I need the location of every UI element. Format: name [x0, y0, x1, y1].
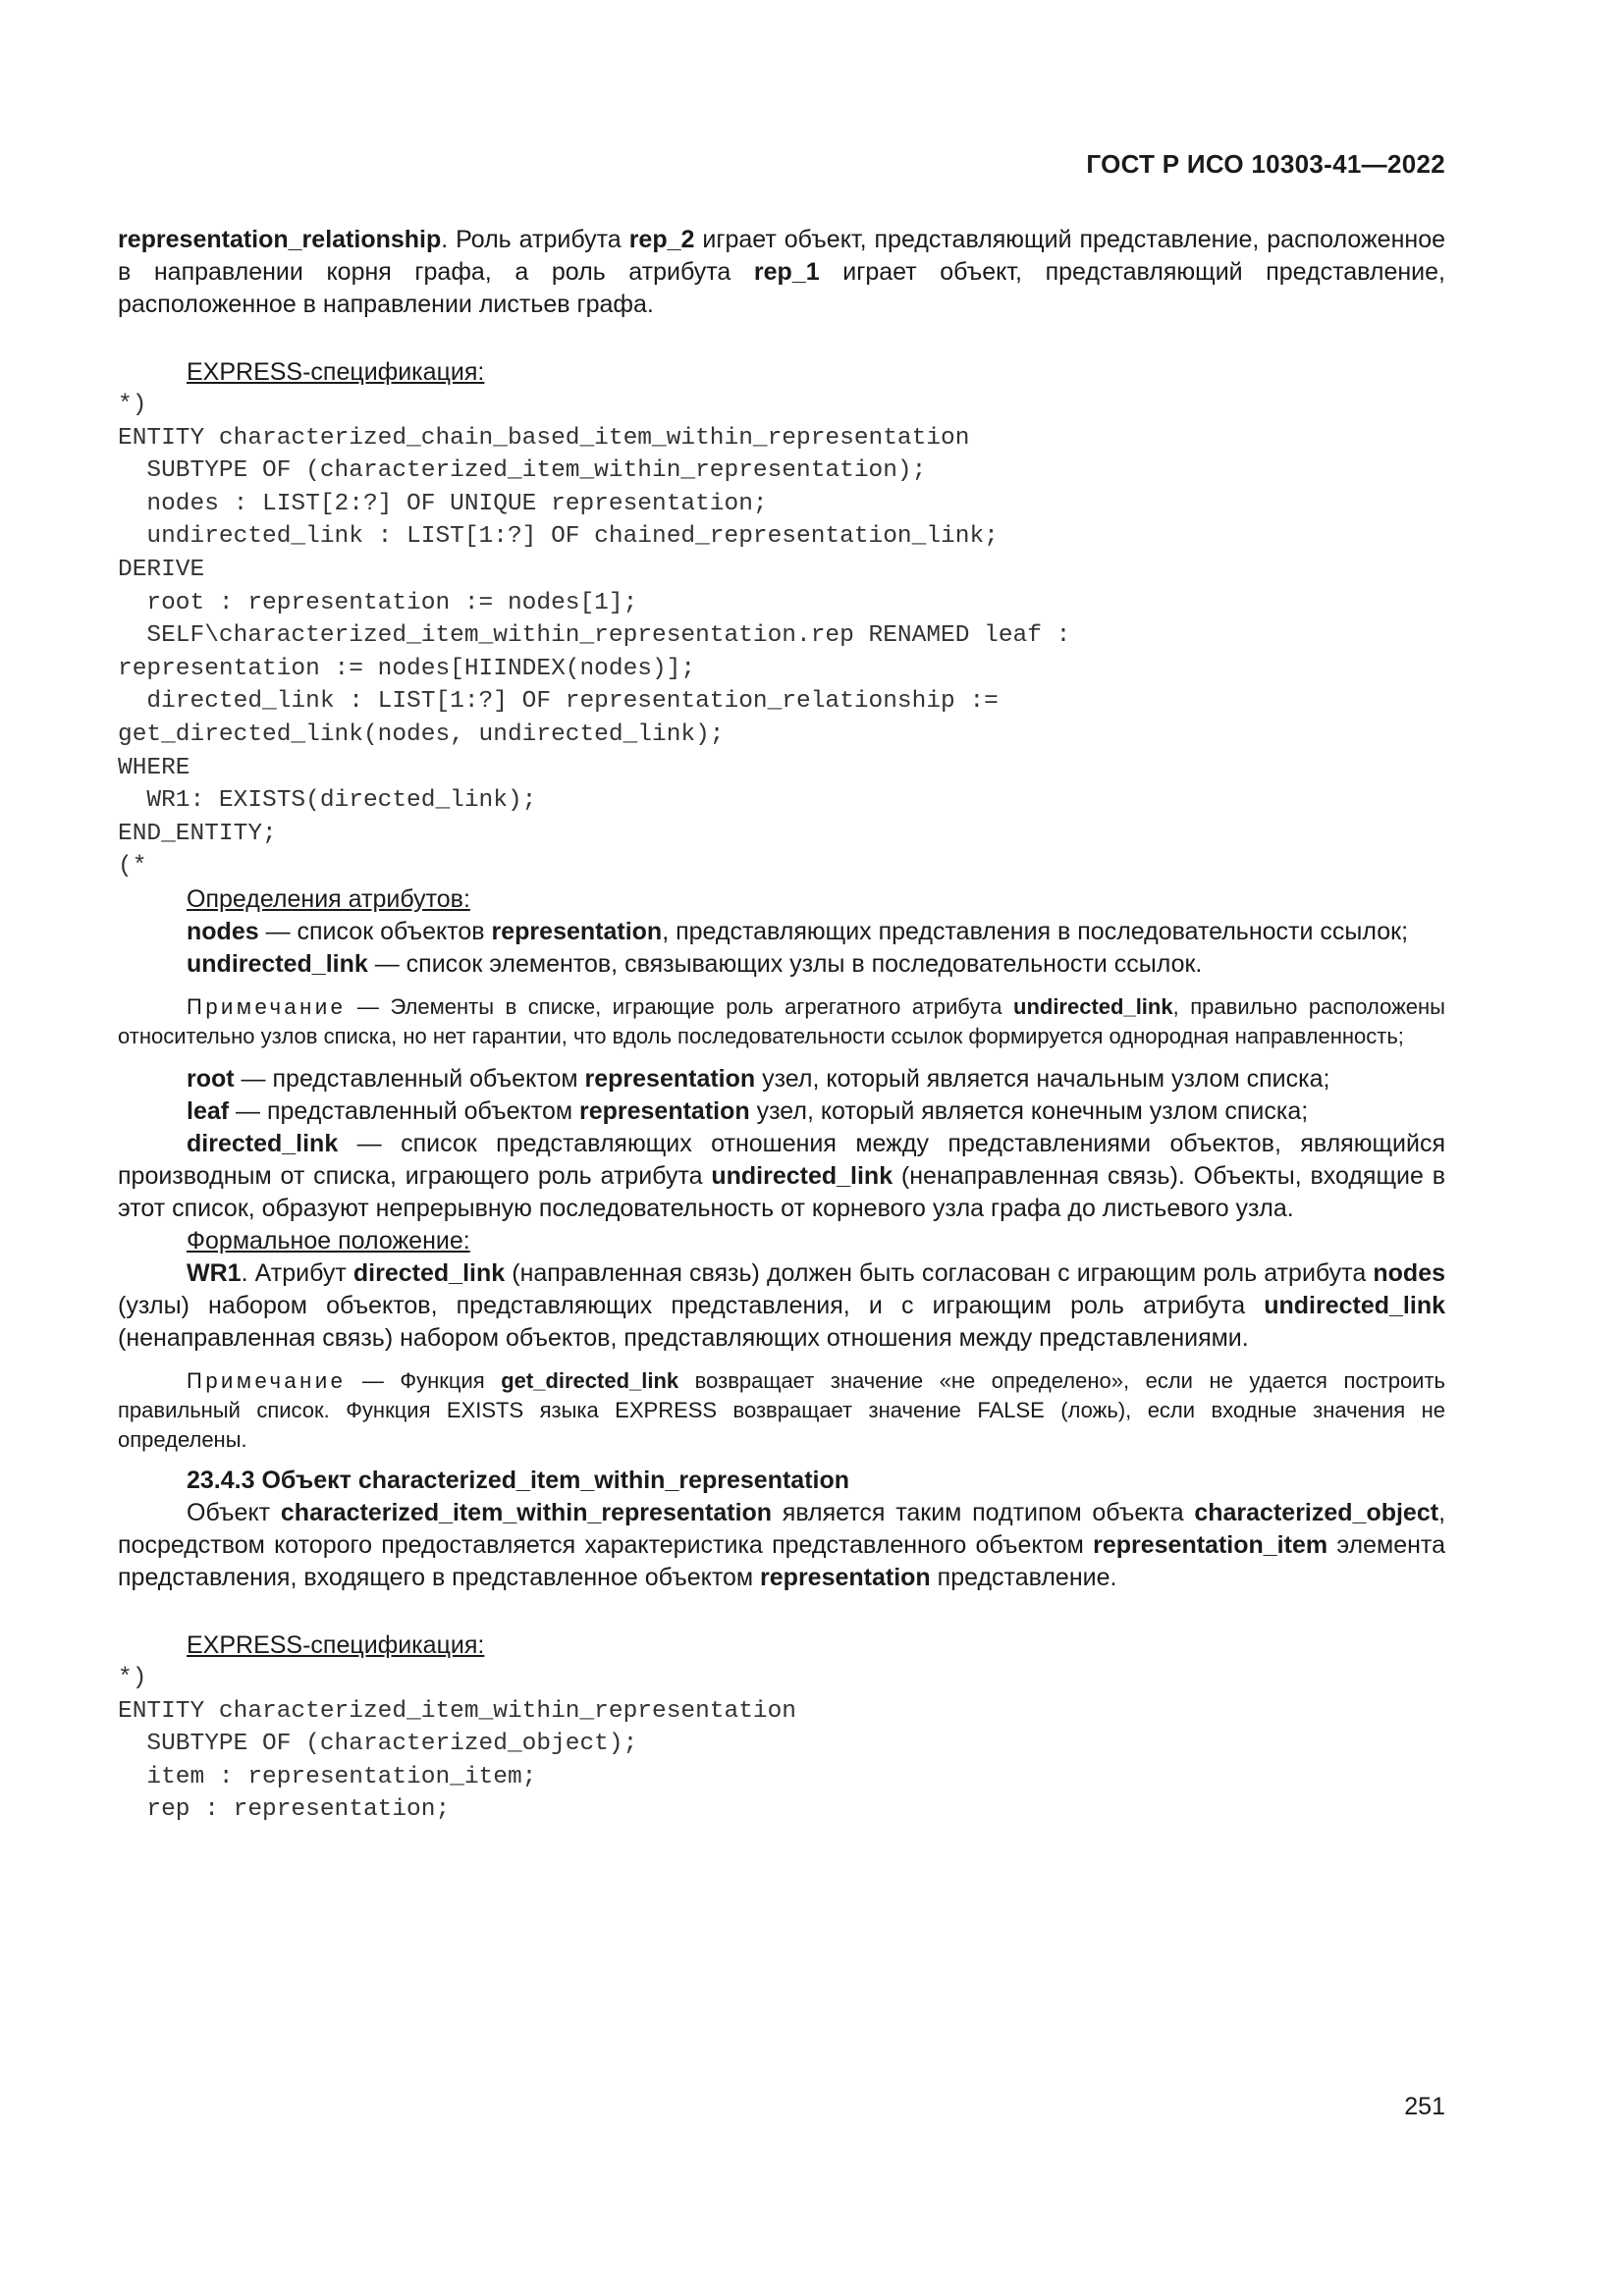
- wr1-rule: WR1. Атрибут directed_link (направленная связь) должен быть согласован с играющим роль атрибута nodes (узлы) набором объектов, представляющих представления, и с играющим роль атрибута undirected_link (ненаправленная связь) набором объектов, представляющих отношения между представлениями.: [118, 1258, 1445, 1352]
- express-code-block-2: *) ENTITY characterized_item_within_representation SUBTYPE OF (characterized_object); item : representation_item; rep : representation;: [118, 1664, 797, 1824]
- note-2: Примечание — Функция get_directed_link возвращает значение «не определено», если не удается построить правильный список. Функция EXISTS языка EXPRESS возвращает значение FALSE (ложь), если входные значения не определены.: [118, 1367, 1446, 1452]
- formal-proposition-label: Формальное положение:: [187, 1226, 470, 1255]
- document-id-header: ГОСТ Р ИСО 10303-41—2022: [1086, 149, 1445, 179]
- root-definition: root — представленный объектом representation узел, который является начальным узлом списка;: [187, 1064, 1330, 1093]
- nodes-definition: nodes — список объектов representation, представляющих представления в последовательности ссылок;: [187, 917, 1409, 945]
- express-spec-label-2: EXPRESS-спецификация:: [187, 1630, 485, 1659]
- attribute-definitions-label: Определения атрибутов:: [187, 884, 470, 913]
- express-spec-label: EXPRESS-спецификация:: [187, 358, 485, 386]
- body-text: [118, 224, 1445, 1827]
- directed-link-definition: directed_link — список представляющих отношения между представлениями объектов, являющийся производным от списка, играющего роль атрибута undirected_link (ненаправленная связь). Объекты, входящие в этот список, образуют непрерывную последовательность от корневого узла графа до листьевого узла.: [118, 1129, 1445, 1222]
- note-1: Примечание — Элементы в списке, играющие роль агрегатного атрибута undirected_link, правильно расположены относительно узлов списка, но нет гарантии, что вдоль последовательности ссылок формируется однородная направленность;: [118, 993, 1445, 1048]
- page-number: 251: [1404, 2093, 1445, 2120]
- section-heading: 23.4.3 Объект characterized_item_within_representation: [187, 1466, 850, 1494]
- express-code-block: *) ENTITY characterized_chain_based_item_within_representation SUBTYPE OF (characterized_item_within_representation); nodes : LIST[2:?] OF UNIQUE representation; undirected_link : LIST[1:?] OF chained_representation_link; DERIVE root : representation := nodes[1]; SELF\characterized_item_within_representation.rep RENAMED leaf : representation := nodes[HIINDEX(nodes)]; directed_link : LIST[1:?] OF representation_relationship := get_directed_link(nodes, undirected_link); WHERE WR1: EXISTS(directed_link); END_ENTITY; (*: [118, 392, 1071, 881]
- paragraph-intro: representation_relationship. Роль атрибута rep_2 играет объект, представляющий представление, расположенное в направлении корня графа, а роль атрибута rep_1 играет объект, представляющий представление, расположенное в направлении листьев графа.: [118, 226, 1446, 318]
- section-paragraph: Объект characterized_item_within_representation является таким подтипом объекта characterized_object, посредством которого предоставляется характеристика представленного объектом representation_item элемента представления, входящего в представленное объектом representation представление.: [118, 1498, 1446, 1591]
- undirected-link-definition: undirected_link — список элементов, связывающих узлы в последовательности ссылок.: [187, 949, 1203, 978]
- leaf-definition: leaf — представленный объектом representation узел, который является конечным узлом списка;: [187, 1096, 1309, 1125]
